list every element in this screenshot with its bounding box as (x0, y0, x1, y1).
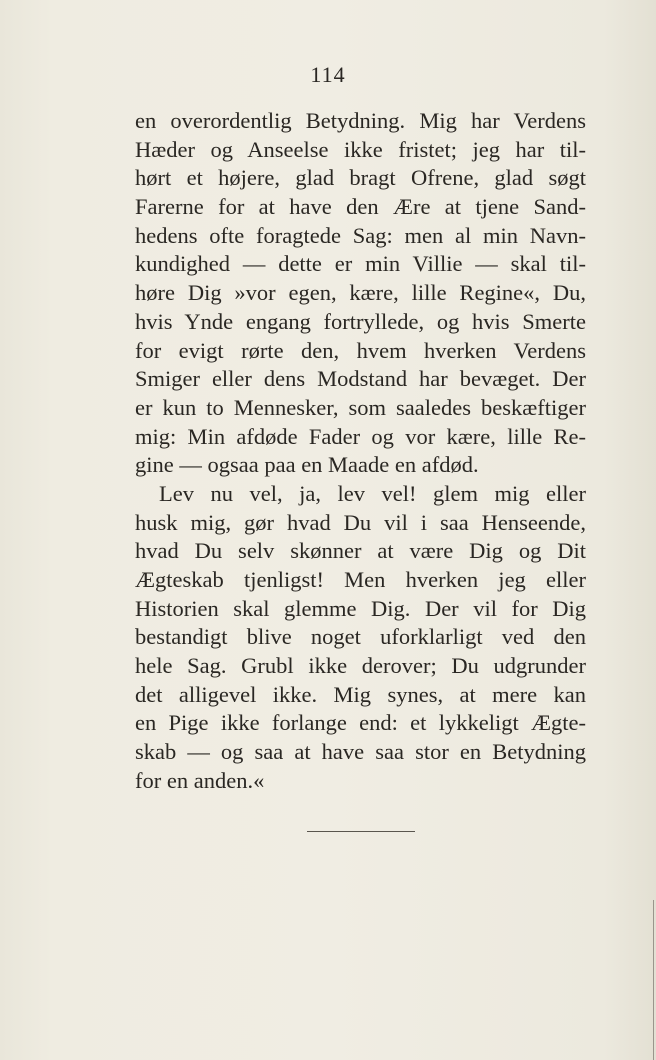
page-number: 114 (310, 62, 346, 87)
text-line: Ægteskab tjenligst! Men hverken jeg eller (135, 567, 586, 592)
text-line: en Pige ikke forlange end: et lykkeligt Ægte- (135, 710, 586, 736)
text-line: hørt et højere, glad bragt Ofrene, glad søgt (135, 165, 586, 191)
text-line: høre Dig »vor egen, kære, lille Regine«, Du, (135, 280, 586, 306)
body-text (135, 107, 586, 796)
text-line: Historien skal glemme Dig. Der vil for Dig (135, 595, 586, 621)
text-line: mig: Min afdøde Fader og vor kære, lille Re- (135, 423, 586, 449)
text-line: hele Sag. Grubl ikke derover; Du udgrunder (135, 653, 586, 679)
text-line: for evigt rørte den, hvem hverken Verdens (135, 337, 586, 363)
text-line: Hæder og Anseelse ikke fristet; jeg har til- (135, 136, 586, 162)
text-line: Smiger eller dens Modstand har bevæget. Der (135, 366, 586, 392)
text-line: skab — og saa at have saa stor en Betydning (135, 739, 586, 765)
section-divider (307, 831, 415, 832)
text-line: Farerne for at have den Ære at tjene Sand- (135, 194, 586, 220)
text-line: er kun to Mennesker, som saaledes beskæftiger (135, 394, 586, 420)
text-line: husk mig, gør hvad Du vil i saa Henseende, (135, 509, 586, 535)
text-line: Lev nu vel, ja, lev vel! glem mig eller (159, 480, 586, 506)
text-line: det alligevel ikke. Mig synes, at mere kan (135, 681, 586, 707)
text-line: for en anden.« (135, 767, 265, 793)
text-line: kundighed — dette er min Villie — skal til- (135, 251, 586, 277)
text-line: hvis Ynde engang fortryllede, og hvis Smerte (135, 308, 586, 334)
text-line: hedens ofte foragtede Sag: men al min Navn- (135, 222, 586, 248)
page-edge-line (653, 900, 654, 1060)
text-line: hvad Du selv skønner at være Dig og Dit (135, 538, 586, 564)
text-line: gine — ogsaa paa en Maade en afdød. (135, 452, 479, 478)
text-line: en overordentlig Betydning. Mig har Verdens (135, 108, 586, 133)
text-line: bestandigt blive noget uforklarligt ved den (135, 624, 586, 650)
